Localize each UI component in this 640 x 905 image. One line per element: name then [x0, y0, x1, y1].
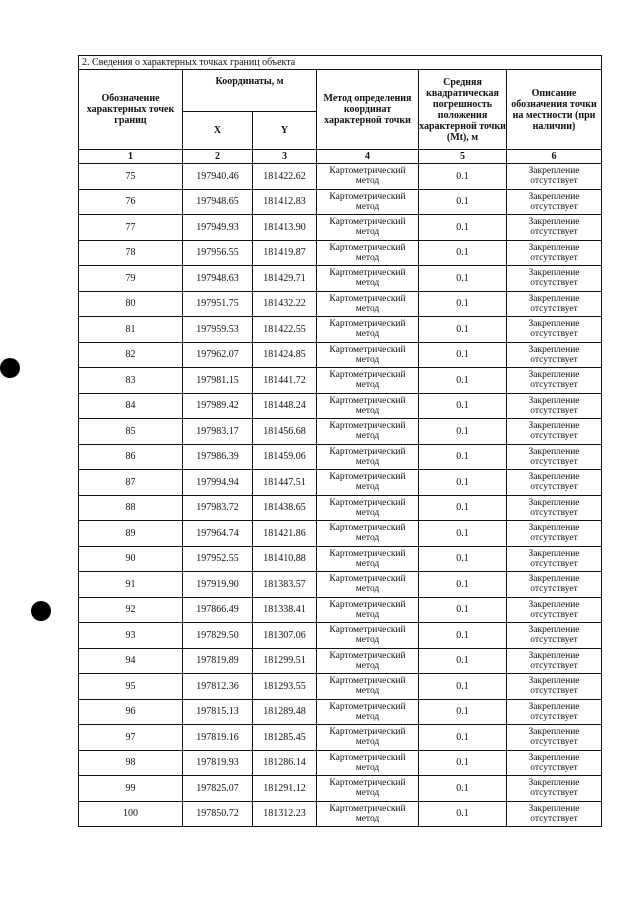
point-cell: 79: [79, 266, 183, 292]
error-cell: 0.1: [419, 623, 507, 649]
x-coordinate-cell: 197951.75: [183, 291, 253, 317]
error-cell: 0.1: [419, 546, 507, 572]
error-cell: 0.1: [419, 164, 507, 190]
point-cell: 83: [79, 368, 183, 394]
x-coordinate-cell: 197994.94: [183, 470, 253, 496]
y-coordinate-cell: 181429.71: [253, 266, 317, 292]
column-number: 6: [507, 150, 602, 164]
error-cell: 0.1: [419, 572, 507, 598]
x-coordinate-cell: 197949.93: [183, 215, 253, 241]
y-coordinate-cell: 181312.23: [253, 801, 317, 827]
x-coordinate-cell: 197919.90: [183, 572, 253, 598]
header-method: Метод определения координат характерной точки: [317, 70, 419, 150]
x-coordinate-cell: 197983.72: [183, 495, 253, 521]
y-coordinate-cell: 181286.14: [253, 750, 317, 776]
table-row: [79, 393, 602, 419]
error-cell: 0.1: [419, 393, 507, 419]
error-cell: 0.1: [419, 674, 507, 700]
table-row: [79, 495, 602, 521]
error-cell: 0.1: [419, 470, 507, 496]
description-cell: Закрепление отсутствует: [507, 317, 602, 343]
error-cell: 0.1: [419, 240, 507, 266]
x-coordinate-cell: 197989.42: [183, 393, 253, 419]
table-row: [79, 317, 602, 343]
error-cell: 0.1: [419, 801, 507, 827]
table-row: [79, 801, 602, 827]
column-number: 4: [317, 150, 419, 164]
section-title: 2. Сведения о характерных точках границ объекта: [79, 56, 602, 70]
method-cell: Картометрический метод: [317, 495, 419, 521]
description-cell: Закрепление отсутствует: [507, 801, 602, 827]
x-coordinate-cell: 197948.63: [183, 266, 253, 292]
y-coordinate-cell: 181291.12: [253, 776, 317, 802]
description-cell: Закрепление отсутствует: [507, 674, 602, 700]
x-coordinate-cell: 197829.50: [183, 623, 253, 649]
table-row: [79, 572, 602, 598]
punch-hole: [0, 358, 20, 378]
y-coordinate-cell: 181424.85: [253, 342, 317, 368]
header-coordinates: Координаты, м: [183, 70, 317, 112]
x-coordinate-cell: 197819.89: [183, 648, 253, 674]
error-cell: 0.1: [419, 419, 507, 445]
y-coordinate-cell: 181293.55: [253, 674, 317, 700]
description-cell: Закрепление отсутствует: [507, 393, 602, 419]
method-cell: Картометрический метод: [317, 674, 419, 700]
method-cell: Картометрический метод: [317, 419, 419, 445]
table-row: [79, 368, 602, 394]
x-coordinate-cell: 197940.46: [183, 164, 253, 190]
y-coordinate-cell: 181432.22: [253, 291, 317, 317]
table-row: [79, 470, 602, 496]
error-cell: 0.1: [419, 444, 507, 470]
method-cell: Картометрический метод: [317, 266, 419, 292]
x-coordinate-cell: 197866.49: [183, 597, 253, 623]
method-cell: Картометрический метод: [317, 470, 419, 496]
x-coordinate-cell: 197952.55: [183, 546, 253, 572]
method-cell: Картометрический метод: [317, 215, 419, 241]
header-description: Описание обозначения точки на местности (при наличии): [507, 70, 602, 150]
x-coordinate-cell: 197964.74: [183, 521, 253, 547]
description-cell: Закрепление отсутствует: [507, 240, 602, 266]
column-number: 2: [183, 150, 253, 164]
point-cell: 100: [79, 801, 183, 827]
header-y: Y: [253, 112, 317, 150]
boundary-points-table: [78, 55, 602, 827]
description-cell: Закрепление отсутствует: [507, 189, 602, 215]
error-cell: 0.1: [419, 495, 507, 521]
description-cell: Закрепление отсутствует: [507, 291, 602, 317]
method-cell: Картометрический метод: [317, 776, 419, 802]
point-cell: 80: [79, 291, 183, 317]
table-row: [79, 725, 602, 751]
x-coordinate-cell: 197812.36: [183, 674, 253, 700]
method-cell: Картометрический метод: [317, 699, 419, 725]
error-cell: 0.1: [419, 291, 507, 317]
description-cell: Закрепление отсутствует: [507, 521, 602, 547]
error-cell: 0.1: [419, 725, 507, 751]
table-row: [79, 266, 602, 292]
point-cell: 81: [79, 317, 183, 343]
description-cell: Закрепление отсутствует: [507, 725, 602, 751]
error-cell: 0.1: [419, 266, 507, 292]
table-row: [79, 597, 602, 623]
error-cell: 0.1: [419, 368, 507, 394]
table-row: [79, 776, 602, 802]
method-cell: Картометрический метод: [317, 801, 419, 827]
error-cell: 0.1: [419, 750, 507, 776]
description-cell: Закрепление отсутствует: [507, 495, 602, 521]
x-coordinate-cell: 197819.16: [183, 725, 253, 751]
point-cell: 85: [79, 419, 183, 445]
column-number: 1: [79, 150, 183, 164]
x-coordinate-cell: 197983.17: [183, 419, 253, 445]
description-cell: Закрепление отсутствует: [507, 648, 602, 674]
description-cell: Закрепление отсутствует: [507, 342, 602, 368]
x-coordinate-cell: 197850.72: [183, 801, 253, 827]
table-row: [79, 215, 602, 241]
point-cell: 93: [79, 623, 183, 649]
header-x: X: [183, 112, 253, 150]
description-cell: Закрепление отсутствует: [507, 699, 602, 725]
y-coordinate-cell: 181285.45: [253, 725, 317, 751]
method-cell: Картометрический метод: [317, 725, 419, 751]
description-cell: Закрепление отсутствует: [507, 470, 602, 496]
method-cell: Картометрический метод: [317, 597, 419, 623]
y-coordinate-cell: 181438.65: [253, 495, 317, 521]
point-cell: 75: [79, 164, 183, 190]
table-row: [79, 750, 602, 776]
y-coordinate-cell: 181459.06: [253, 444, 317, 470]
x-coordinate-cell: 197825.07: [183, 776, 253, 802]
x-coordinate-cell: 197815.13: [183, 699, 253, 725]
error-cell: 0.1: [419, 776, 507, 802]
description-cell: Закрепление отсутствует: [507, 546, 602, 572]
y-coordinate-cell: 181338.41: [253, 597, 317, 623]
point-cell: 97: [79, 725, 183, 751]
description-cell: Закрепление отсутствует: [507, 368, 602, 394]
description-cell: Закрепление отсутствует: [507, 444, 602, 470]
point-cell: 76: [79, 189, 183, 215]
y-coordinate-cell: 181422.55: [253, 317, 317, 343]
point-cell: 99: [79, 776, 183, 802]
point-cell: 92: [79, 597, 183, 623]
y-coordinate-cell: 181422.62: [253, 164, 317, 190]
column-number: 3: [253, 150, 317, 164]
method-cell: Картометрический метод: [317, 546, 419, 572]
table-row: [79, 674, 602, 700]
description-cell: Закрепление отсутствует: [507, 266, 602, 292]
point-cell: 77: [79, 215, 183, 241]
x-coordinate-cell: 197956.55: [183, 240, 253, 266]
point-cell: 88: [79, 495, 183, 521]
y-coordinate-cell: 181419.87: [253, 240, 317, 266]
point-cell: 86: [79, 444, 183, 470]
method-cell: Картометрический метод: [317, 291, 419, 317]
method-cell: Картометрический метод: [317, 750, 419, 776]
point-cell: 89: [79, 521, 183, 547]
error-cell: 0.1: [419, 648, 507, 674]
y-coordinate-cell: 181456.68: [253, 419, 317, 445]
method-cell: Картометрический метод: [317, 368, 419, 394]
y-coordinate-cell: 181289.48: [253, 699, 317, 725]
x-coordinate-cell: 197959.53: [183, 317, 253, 343]
point-cell: 84: [79, 393, 183, 419]
table-row: [79, 623, 602, 649]
header-point: Обозначение характерных точек границ: [79, 70, 183, 150]
header-error: Средняя квадратическая погрешность положения характерной точки (Mt), м: [419, 70, 507, 150]
error-cell: 0.1: [419, 597, 507, 623]
table-row: [79, 699, 602, 725]
y-coordinate-cell: 181383.57: [253, 572, 317, 598]
point-cell: 82: [79, 342, 183, 368]
description-cell: Закрепление отсутствует: [507, 776, 602, 802]
point-cell: 94: [79, 648, 183, 674]
method-cell: Картометрический метод: [317, 572, 419, 598]
description-cell: Закрепление отсутствует: [507, 164, 602, 190]
description-cell: Закрепление отсутствует: [507, 572, 602, 598]
table-row: [79, 546, 602, 572]
error-cell: 0.1: [419, 699, 507, 725]
y-coordinate-cell: 181447.51: [253, 470, 317, 496]
description-cell: Закрепление отсутствует: [507, 419, 602, 445]
method-cell: Картометрический метод: [317, 393, 419, 419]
description-cell: Закрепление отсутствует: [507, 750, 602, 776]
table-row: [79, 648, 602, 674]
point-cell: 87: [79, 470, 183, 496]
error-cell: 0.1: [419, 189, 507, 215]
point-cell: 95: [79, 674, 183, 700]
method-cell: Картометрический метод: [317, 164, 419, 190]
x-coordinate-cell: 197986.39: [183, 444, 253, 470]
table-row: [79, 521, 602, 547]
point-cell: 98: [79, 750, 183, 776]
point-cell: 78: [79, 240, 183, 266]
method-cell: Картометрический метод: [317, 648, 419, 674]
table-row: [79, 342, 602, 368]
method-cell: Картометрический метод: [317, 189, 419, 215]
y-coordinate-cell: 181412.83: [253, 189, 317, 215]
y-coordinate-cell: 181307.06: [253, 623, 317, 649]
method-cell: Картометрический метод: [317, 623, 419, 649]
table-row: [79, 240, 602, 266]
description-cell: Закрепление отсутствует: [507, 215, 602, 241]
point-cell: 90: [79, 546, 183, 572]
table-row: [79, 189, 602, 215]
x-coordinate-cell: 197948.65: [183, 189, 253, 215]
point-cell: 96: [79, 699, 183, 725]
table-row: [79, 444, 602, 470]
column-numbers-row: [79, 150, 602, 164]
y-coordinate-cell: 181299.51: [253, 648, 317, 674]
x-coordinate-cell: 197962.07: [183, 342, 253, 368]
column-number: 5: [419, 150, 507, 164]
method-cell: Картометрический метод: [317, 444, 419, 470]
y-coordinate-cell: 181413.90: [253, 215, 317, 241]
error-cell: 0.1: [419, 215, 507, 241]
y-coordinate-cell: 181410.88: [253, 546, 317, 572]
error-cell: 0.1: [419, 317, 507, 343]
y-coordinate-cell: 181421.86: [253, 521, 317, 547]
point-cell: 91: [79, 572, 183, 598]
error-cell: 0.1: [419, 521, 507, 547]
x-coordinate-cell: 197981.15: [183, 368, 253, 394]
table-row: [79, 291, 602, 317]
method-cell: Картометрический метод: [317, 317, 419, 343]
description-cell: Закрепление отсутствует: [507, 597, 602, 623]
description-cell: Закрепление отсутствует: [507, 623, 602, 649]
table-row: [79, 419, 602, 445]
method-cell: Картометрический метод: [317, 240, 419, 266]
error-cell: 0.1: [419, 342, 507, 368]
x-coordinate-cell: 197819.93: [183, 750, 253, 776]
y-coordinate-cell: 181441.72: [253, 368, 317, 394]
y-coordinate-cell: 181448.24: [253, 393, 317, 419]
table-row: [79, 164, 602, 190]
method-cell: Картометрический метод: [317, 342, 419, 368]
method-cell: Картометрический метод: [317, 521, 419, 547]
punch-hole: [31, 601, 51, 621]
